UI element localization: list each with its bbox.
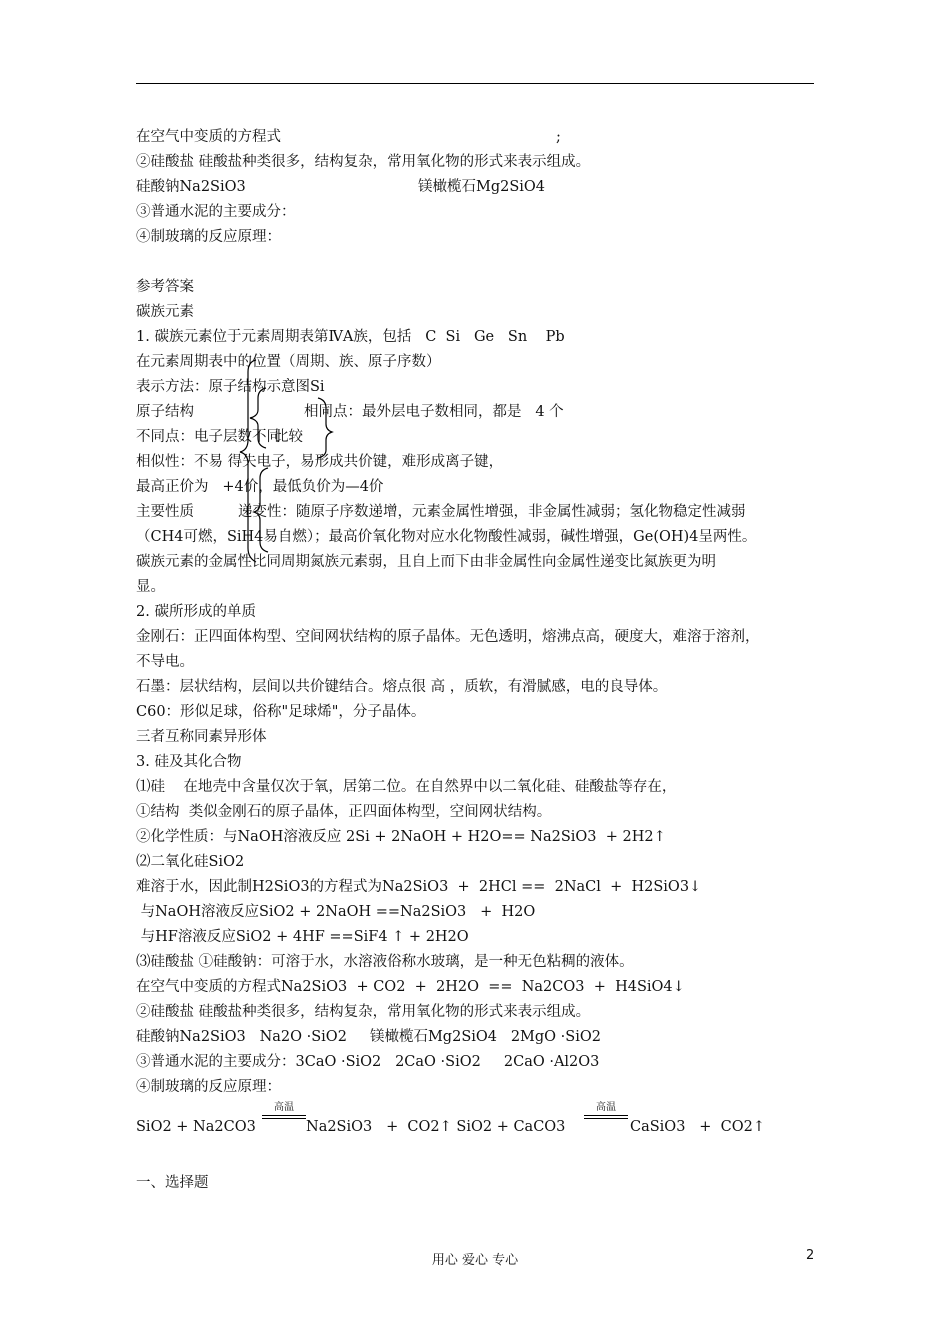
text-line: 金刚石：正四面体构型、空间网状结构的原子晶体。无色透明，熔沸点高，硬度大，难溶于溶剂， [136, 629, 760, 645]
text-line: 在空气中变质的方程式 [136, 129, 281, 145]
text-line: ②硅酸盐 硅酸盐种类很多，结构复杂，常用氧化物的形式来表示组成。 [136, 154, 591, 170]
text-line: 相同点：最外层电子数相同，都是 4 个 [304, 404, 564, 420]
section-heading: 一、选择题 [136, 1175, 209, 1191]
text-line: 难溶于水，因此制H2SiO3的方程式为Na2SiO3 + 2HCl == 2NaCl + H2SiO3↓ [136, 879, 702, 895]
text-line: ④制玻璃的反应原理： [136, 1079, 281, 1095]
text-line: 镁橄榄石Mg2SiO4 [418, 179, 546, 195]
text-line: 主要性质 [136, 504, 194, 520]
equation-right: Na2SiO3 + CO2↑ SiO2 + CaCO3 [306, 1119, 566, 1135]
text-line: 在元素周期表中的位置（周期、族、原子序数） [136, 354, 441, 370]
page-number: 2 [806, 1248, 815, 1263]
text-line: ④制玻璃的反应原理： [136, 229, 281, 245]
text-line: 石墨：层状结构，层间以共价键结合。熔点很 高 ，质软，有滑腻感，电的良导体。 [136, 679, 668, 695]
condition-label: 高温 [274, 1102, 294, 1113]
text-line: ③普通水泥的主要成分：3CaO ·SiO2 2CaO ·SiO2 2CaO ·Al2O3 [136, 1054, 600, 1070]
text-line: 不导电。 [136, 654, 194, 670]
text-line: ②化学性质：与NaOH溶液反应 2Si + 2NaOH + H2O== Na2SiO3 + 2H2↑ [136, 829, 666, 845]
text-line: ②硅酸盐 硅酸盐种类很多，结构复杂，常用氧化物的形式来表示组成。 [136, 1004, 591, 1020]
text-line: 3. 硅及其化合物 [136, 754, 242, 770]
text-line: （CH4可燃，SiH4易自燃）；最高价氧化物对应水化物酸性减弱，碱性增强，Ge(OH)4呈两性。 [136, 529, 757, 545]
text-semicolon: ; [556, 129, 561, 145]
equals-bar [262, 1118, 306, 1119]
text-line: C60：形似足球，俗称"足球烯"，分子晶体。 [136, 704, 426, 720]
text-line: ⑶硅酸盐 ①硅酸钠：可溶于水，水溶液俗称水玻璃，是一种无色粘稠的液体。 [136, 954, 634, 970]
text-line: 相似性：不易 得失电子，易形成共价键，难形成离子键， [136, 454, 504, 470]
text-line: 2. 碳所形成的单质 [136, 604, 256, 620]
text-line: 不同点：电子层数不同 [136, 429, 281, 445]
text-line: 硅酸钠Na2SiO3 [136, 179, 246, 195]
text-line: 1. 碳族元素位于元素周期表第ⅣA族，包括 C Si Ge Sn Pb [136, 329, 565, 345]
text-line: 显。 [136, 579, 165, 595]
text-line: 碳族元素的金属性比同周期氮族元素弱，且自上而下由非金属性向金属性递变比氮族更为明 [136, 554, 716, 570]
page-footer: 用心 爱心 专心 [431, 1253, 519, 1268]
text-line: 在空气中变质的方程式Na2SiO3 + CO2 + 2H2O == Na2CO3 + H4SiO4↓ [136, 979, 685, 995]
equation-left: SiO2 + Na2CO3 [136, 1119, 256, 1135]
equals-bar [584, 1118, 628, 1119]
reaction-condition [262, 1102, 306, 1119]
equals-bar [262, 1115, 306, 1116]
text-line: 硅酸钠Na2SiO3 Na2O ·SiO2 镁橄榄石Mg2SiO4 2MgO ·SiO2 [136, 1029, 601, 1045]
text-line: ③普通水泥的主要成分： [136, 204, 296, 220]
text-line: 表示方法：原子结构示意图Si [136, 379, 325, 395]
text-line: 最高正价为 +4价，最低负价为—4价 [136, 479, 384, 495]
text-line: ⑵二氧化硅SiO2 [136, 854, 245, 870]
section-heading: 碳族元素 [136, 304, 194, 320]
text-line: 原子结构 [136, 404, 194, 420]
text-line: 与NaOH溶液反应SiO2 + 2NaOH ==Na2SiO3 + H2O [136, 904, 536, 920]
text-line: 三者互称同素异形体 [136, 729, 267, 745]
section-heading: 参考答案 [136, 279, 194, 295]
equation-right: CaSiO3 + CO2↑ [630, 1119, 765, 1135]
text-line: ①结构 类似金刚石的原子晶体，正四面体构型，空间网状结构。 [136, 804, 552, 820]
text-line: ⑴硅 在地壳中含量仅次于氧，居第二位。在自然界中以二氧化硅、硅酸盐等存在， [136, 779, 677, 795]
text-line: 与HF溶液反应SiO2 + 4HF ==SiF4 ↑ + 2H2O [136, 929, 469, 945]
condition-label: 高温 [596, 1102, 616, 1113]
equals-bar [584, 1115, 628, 1116]
text-compare: 比较 [274, 429, 303, 445]
text-line: 递变性：随原子序数递增，元素金属性增强，非金属性减弱；氢化物稳定性减弱 [238, 504, 746, 520]
reaction-condition [584, 1102, 628, 1119]
